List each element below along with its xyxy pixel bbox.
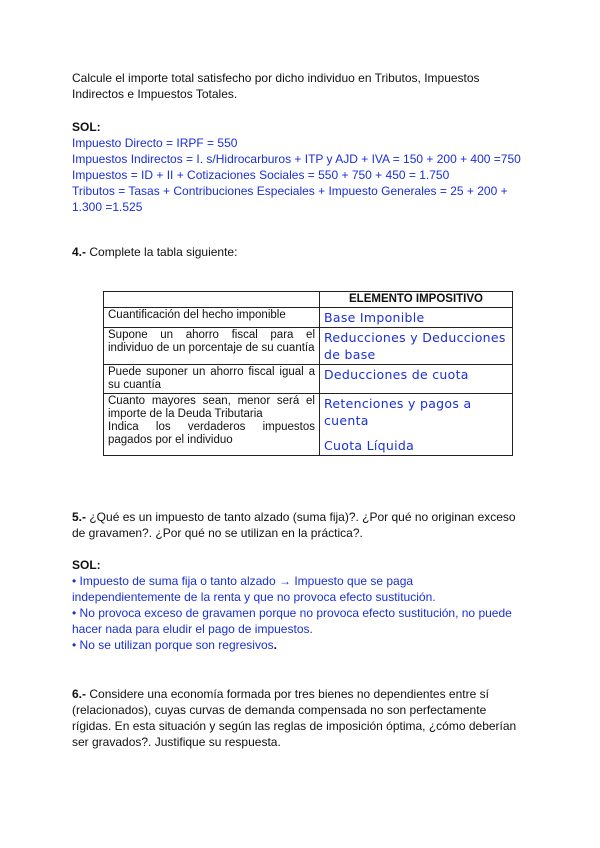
table-cell-desc: Indica los verdaderos impuestos pagados por el individuo — [108, 421, 315, 446]
table-cell-answer: Retenciones y pagos a cuenta — [324, 396, 472, 428]
tax-elements-table — [103, 291, 513, 456]
table-cell-desc-merged — [104, 394, 320, 456]
sol-line: Impuestos = ID + II + Cotizaciones Sociales = 550 + 750 + 450 = 1.750 — [72, 168, 450, 182]
question-text: de gravamen?. ¿Por qué no se utilizan en la práctica?. — [72, 526, 363, 540]
table-row — [104, 328, 513, 365]
table-row — [104, 365, 513, 394]
sol-line: • No provoca exceso de gravamen porque no provoca efecto sustitución, no puede — [72, 606, 512, 620]
sol-line: • Impuesto de suma fija o tanto alzado → Impuesto que se paga — [72, 574, 414, 588]
question-number: 5.- — [72, 510, 87, 524]
sol-line: independientemente de la renta y que no provoca efecto sustitución. — [72, 590, 436, 604]
table-header-row — [104, 292, 513, 308]
table-cell-desc: Supone un ahorro fiscal para el individuo de un porcentaje de su cuantía — [104, 328, 320, 365]
question-text: ser gravados?. Justifique su respuesta. — [72, 735, 281, 749]
solution-block-1 — [72, 119, 532, 215]
table-cell-answer: Reducciones y Deducciones de base — [320, 328, 513, 365]
sol-line: Tributos = Tasas + Contribuciones Especiales + Impuesto Generales = 25 + 200 + — [72, 184, 508, 198]
table-cell-desc: Puede suponer un ahorro fiscal igual a su cuantía — [104, 365, 320, 394]
question-number: 6.- — [72, 687, 87, 701]
sol-line: Impuestos Indirectos = I. s/Hidrocarburos + ITP y AJD + IVA = 150 + 200 + 400 =750 — [72, 152, 521, 166]
question-text: ¿Qué es un impuesto de tanto alzado (suma fija)?. ¿Por qué no originan exceso — [86, 510, 516, 524]
table-cell-answer: Cuota Líquida — [324, 438, 415, 453]
question-6 — [72, 686, 532, 750]
sol-final-dot: . — [273, 638, 277, 652]
sol-line: 1.300 =1.525 — [72, 200, 143, 214]
table-cell-desc: Cuanto mayores sean, menor será el importe de la Deuda Tributaria — [108, 395, 315, 420]
sol-line: Impuesto Directo = IRPF = 550 — [72, 136, 238, 150]
table-cell-desc: Cuantificación del hecho imponible — [104, 308, 320, 328]
intro-line: Calcule el importe total satisfecho por dicho individuo en Tributos, Impuestos — [72, 71, 480, 85]
question-text: Complete la tabla siguiente: — [86, 245, 238, 259]
sol-label: SOL: — [72, 558, 101, 572]
table-header-empty — [104, 292, 320, 308]
sol-label: SOL: — [72, 120, 101, 134]
table-row — [104, 394, 513, 456]
intro-line: Indirectos e Impuestos Totales. — [72, 87, 238, 101]
sol-line: • No se utilizan porque son regresivos — [72, 638, 274, 652]
question-text: (relacionados), cuyas curvas de demanda compensada no son perfectamente — [72, 703, 487, 717]
question-5 — [72, 509, 532, 541]
sol-line: hacer nada para eludir el pago de impuestos. — [72, 622, 313, 636]
table-header: ELEMENTO IMPOSITIVO — [320, 292, 513, 308]
question-text: rígidas. En esta situación y según las reglas de imposición óptima, ¿cómo deberían — [72, 719, 517, 733]
question-text: Considere una economía formada por tres bienes no dependientes entre sí — [86, 687, 489, 701]
table-row — [104, 308, 513, 328]
table-cell-answer-merged — [320, 394, 513, 456]
intro-paragraph — [72, 70, 532, 102]
question-4 — [72, 244, 532, 260]
table-cell-answer: Base Imponible — [320, 308, 513, 328]
table-cell-answer: Deducciones de cuota — [320, 365, 513, 394]
question-number: 4.- — [72, 245, 87, 259]
solution-block-2 — [72, 557, 532, 653]
